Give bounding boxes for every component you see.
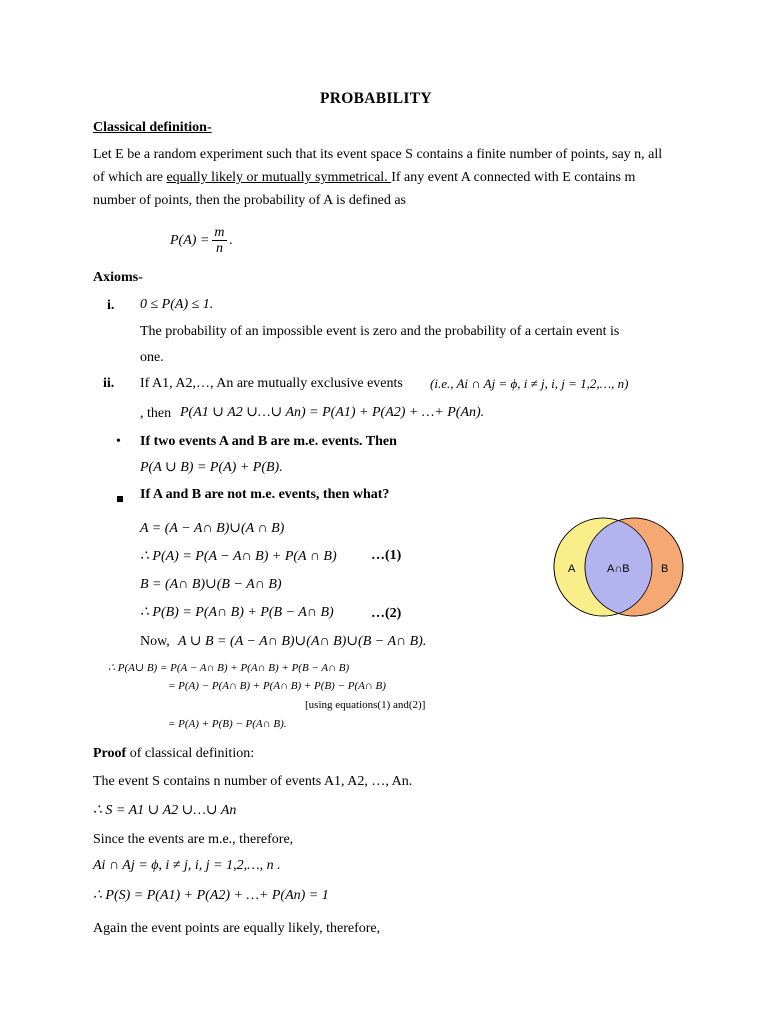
bullet-square-icon — [117, 491, 123, 507]
derivation-line3: B = (A∩ B)∪(B − A∩ B) — [140, 577, 282, 592]
venn-label-b: B — [661, 563, 669, 575]
proof-line4: Ai ∩ Aj = ϕ, i ≠ j, i, j = 1,2,…, n . — [93, 858, 281, 873]
derivation-line2: ∴ P(A) = P(A − A∩ B) + P(A ∩ B) — [140, 549, 337, 564]
classical-paragraph-line2 — [93, 170, 635, 186]
classical-formula-lhs: P(A) = — [170, 232, 210, 248]
fraction-denominator: n — [215, 241, 223, 256]
derivation-line4: ∴ P(B) = P(A∩ B) + P(B − A∩ B) — [140, 605, 334, 620]
result-note: [using equations(1) and(2)] — [305, 699, 426, 711]
axiom-i-text-line1: The probability of an impossible event is zero and the probability of a certain event is — [140, 324, 620, 339]
axiom-ii-condition: (i.e., Ai ∩ Aj = ϕ, i ≠ j, i, j = 1,2,…, n) — [430, 376, 629, 391]
axiom-i-text-line2: one. — [140, 350, 164, 365]
proof-line3: Since the events are m.e., therefore, — [93, 832, 294, 847]
bullet1-text: If two events A and B are m.e. events. Then — [140, 434, 397, 449]
axioms-heading: Axioms- — [93, 270, 143, 285]
classical-paragraph-line2-start: of which are — [93, 170, 167, 185]
result-line2: = P(A) − P(A∩ B) + P(A∩ B) + P(B) − P(A∩ B) — [168, 680, 386, 692]
classical-paragraph-underlined: equally likely or mutually symmetrical. — [166, 170, 392, 185]
axiom-i-formula: 0 ≤ P(A) ≤ 1. — [140, 297, 214, 312]
bullet2-text: If A and B are not m.e. events, then what? — [140, 487, 390, 502]
fraction-numerator: m — [214, 225, 225, 240]
now-formula: A ∪ B = (A − A∩ B)∪(A∩ B)∪(B − A∩ B). — [178, 634, 427, 649]
derivation-line1: A = (A − A∩ B)∪(A ∩ B) — [140, 521, 285, 536]
proof-heading — [93, 746, 254, 762]
classical-paragraph-line1: Let E be a random experiment such that its event space S contains a finite number of points, say n, all — [93, 147, 663, 162]
classical-formula-period: . — [229, 232, 233, 248]
result-line3: = P(A) + P(B) − P(A∩ B). — [168, 718, 287, 730]
page-title: PROBABILITY — [320, 90, 432, 107]
proof-line5: ∴ P(S) = P(A1) + P(A2) + …+ P(An) = 1 — [93, 888, 329, 903]
equation-tag-2: …(2) — [371, 606, 402, 621]
classical-definition-heading: Classical definition- — [93, 120, 212, 135]
axiom-i-label: i. — [107, 298, 115, 313]
classical-paragraph-line3: number of points, then the probability of A is defined as — [93, 193, 407, 208]
venn-label-intersection: A∩B — [607, 563, 630, 575]
axiom-ii-formula: P(A1 ∪ A2 ∪…∪ An) = P(A1) + P(A2) + …+ P(An). — [180, 405, 485, 420]
venn-diagram — [548, 516, 688, 621]
result-line1: ∴ P(A∪ B) = P(A − A∩ B) + P(A∩ B) + P(B − A∩ B) — [108, 662, 350, 674]
proof-heading-rest: of classical definition: — [126, 746, 255, 761]
axiom-ii-label: ii. — [103, 376, 115, 391]
now-label: Now, — [140, 634, 170, 649]
axiom-ii-text: If A1, A2,…, An are mutually exclusive events — [140, 376, 403, 391]
axiom-ii-then: , then — [140, 406, 172, 421]
equation-tag-1: …(1) — [371, 548, 402, 563]
venn-label-a: A — [568, 563, 576, 575]
classical-formula — [170, 225, 233, 256]
classical-paragraph-line2-end: If any event A connected with E contains m — [391, 170, 636, 185]
bullet-disc-icon: • — [116, 434, 121, 449]
proof-line1: The event S contains n number of events A1, A2, …, An. — [93, 774, 413, 789]
proof-line2: ∴ S = A1 ∪ A2 ∪…∪ An — [93, 803, 237, 818]
proof-heading-bold: Proof — [93, 746, 127, 761]
classical-formula-fraction — [212, 225, 226, 256]
bullet1-formula: P(A ∪ B) = P(A) + P(B). — [140, 460, 283, 475]
proof-line6: Again the event points are equally likely, therefore, — [93, 921, 381, 936]
